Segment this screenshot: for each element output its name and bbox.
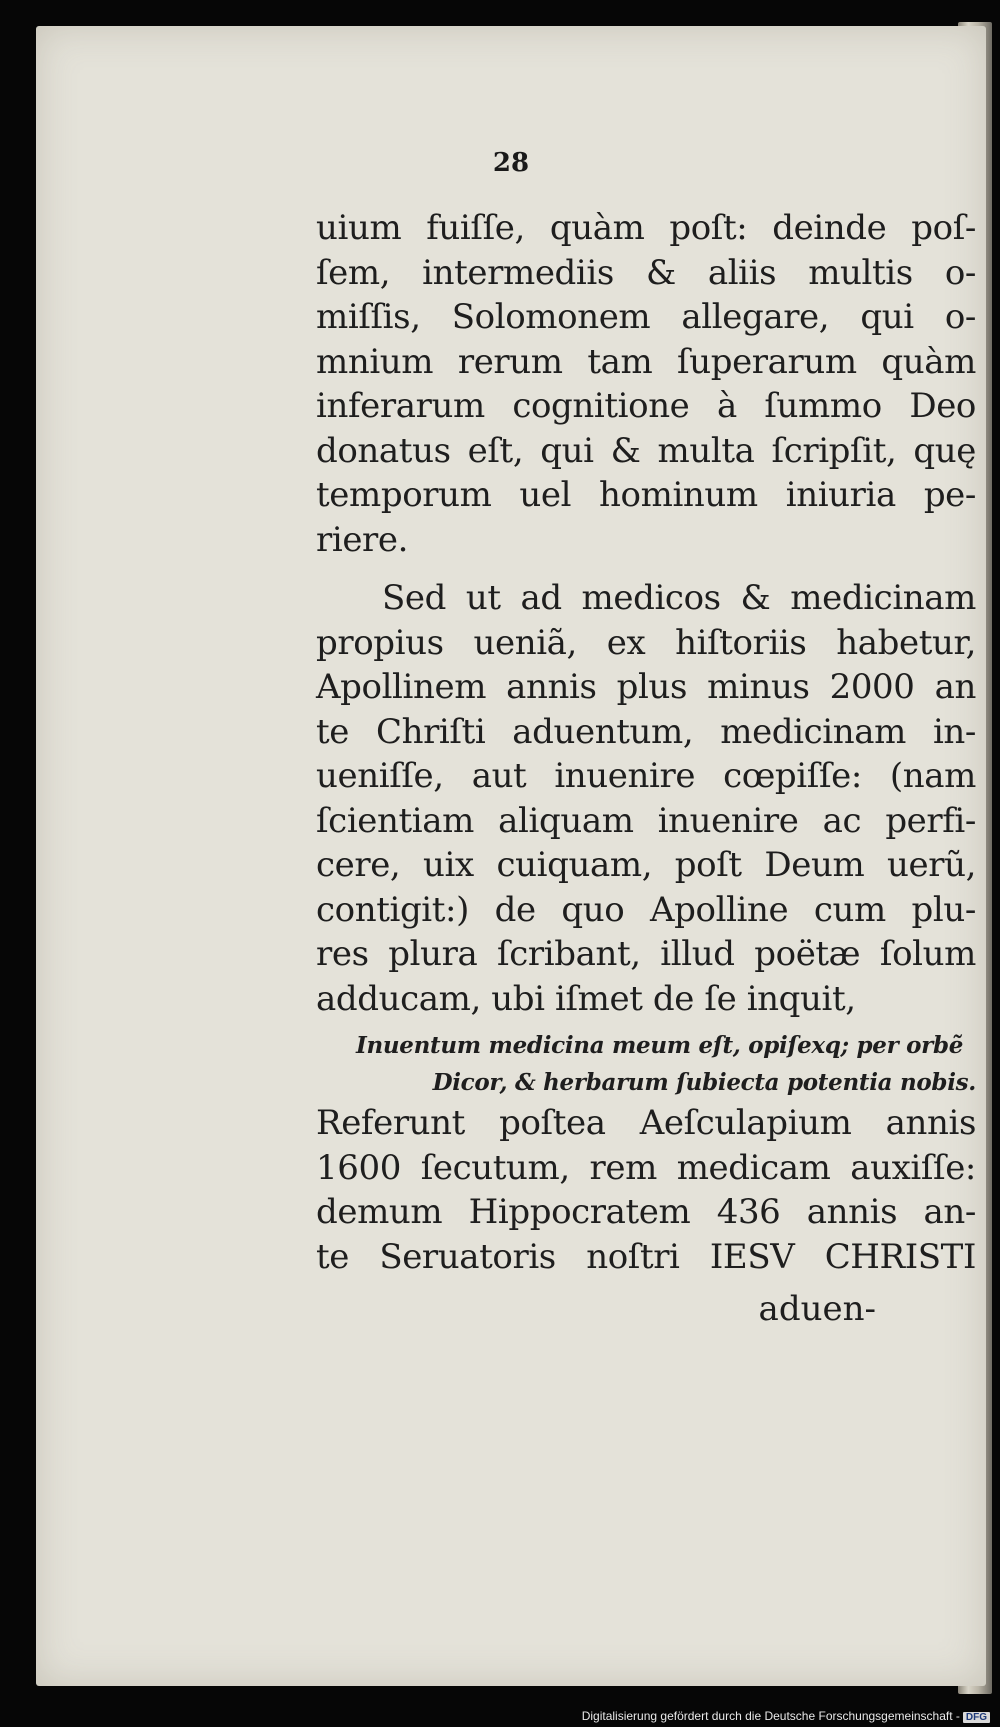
text-line: ſcientiam aliquam inuenire ac perfi- [316,800,976,841]
verse-line: Inuentum medicina meum eſt, opiſexq; per orbẽ [356,1032,964,1059]
text-line: demum Hippocratem 436 annis an- [316,1192,976,1232]
text-line: mnium rerum tam ſuperarum quàm [316,341,976,382]
dfg-logo: DFG [963,1712,990,1723]
catchword: aduen- [758,1289,876,1329]
verse-line: Dicor, & herbarum ſubiecta potentia nobis. [432,1069,976,1096]
text-line: te Seruatoris noſtri IESV CHRISTI [316,1236,976,1277]
text-line: te Chriſti aduentum, medicinam in- [316,711,976,752]
footer-text: Digitalisierung gefördert durch die Deutsche Forschungsgemeinschaft - [581,1709,960,1723]
page-number: 28 [492,148,530,178]
text-line: Referunt poſtea Aeſculapium annis [316,1103,976,1143]
text-line: uium fuiſſe, quàm poſt: deinde poſ- [316,208,976,248]
text-line: inferarum cognitione à ſummo Deo [316,386,976,426]
text-line: res plura ſcribant, illud poëtæ ſolum [316,934,976,974]
text-line: cere, uix cuiquam, poſt Deum uerũ, [316,845,976,885]
text-line: contigit:) de quo Apolline cum plu- [316,889,976,930]
text-line: propius ueniã, ex hiſtoriis habetur, [316,622,976,663]
text-block [316,206,976,1332]
text-line: Sed ut ad medicos & medicinam [382,578,976,618]
text-line: Apollinem annis plus minus 2000 an [316,667,976,707]
text-line: riere. [316,519,409,560]
book-page [36,26,986,1686]
text-line: 1600 ſecutum, rem medicam auxiſſe: [316,1147,976,1188]
text-line: adducam, ubi iſmet de ſe inquit, [316,978,856,1019]
digitization-footer [0,1709,990,1723]
text-line: temporum uel hominum iniuria pe- [316,475,976,515]
text-line: ueniſſe, aut inuenire cœpiſſe: (nam [316,756,976,796]
text-line: ſem, intermediis & aliis multis o- [316,252,976,293]
text-line: donatus eſt, qui & multa ſcripſit, quę [316,430,976,471]
text-line: miſſis, Solomonem allegare, qui o- [316,297,976,337]
